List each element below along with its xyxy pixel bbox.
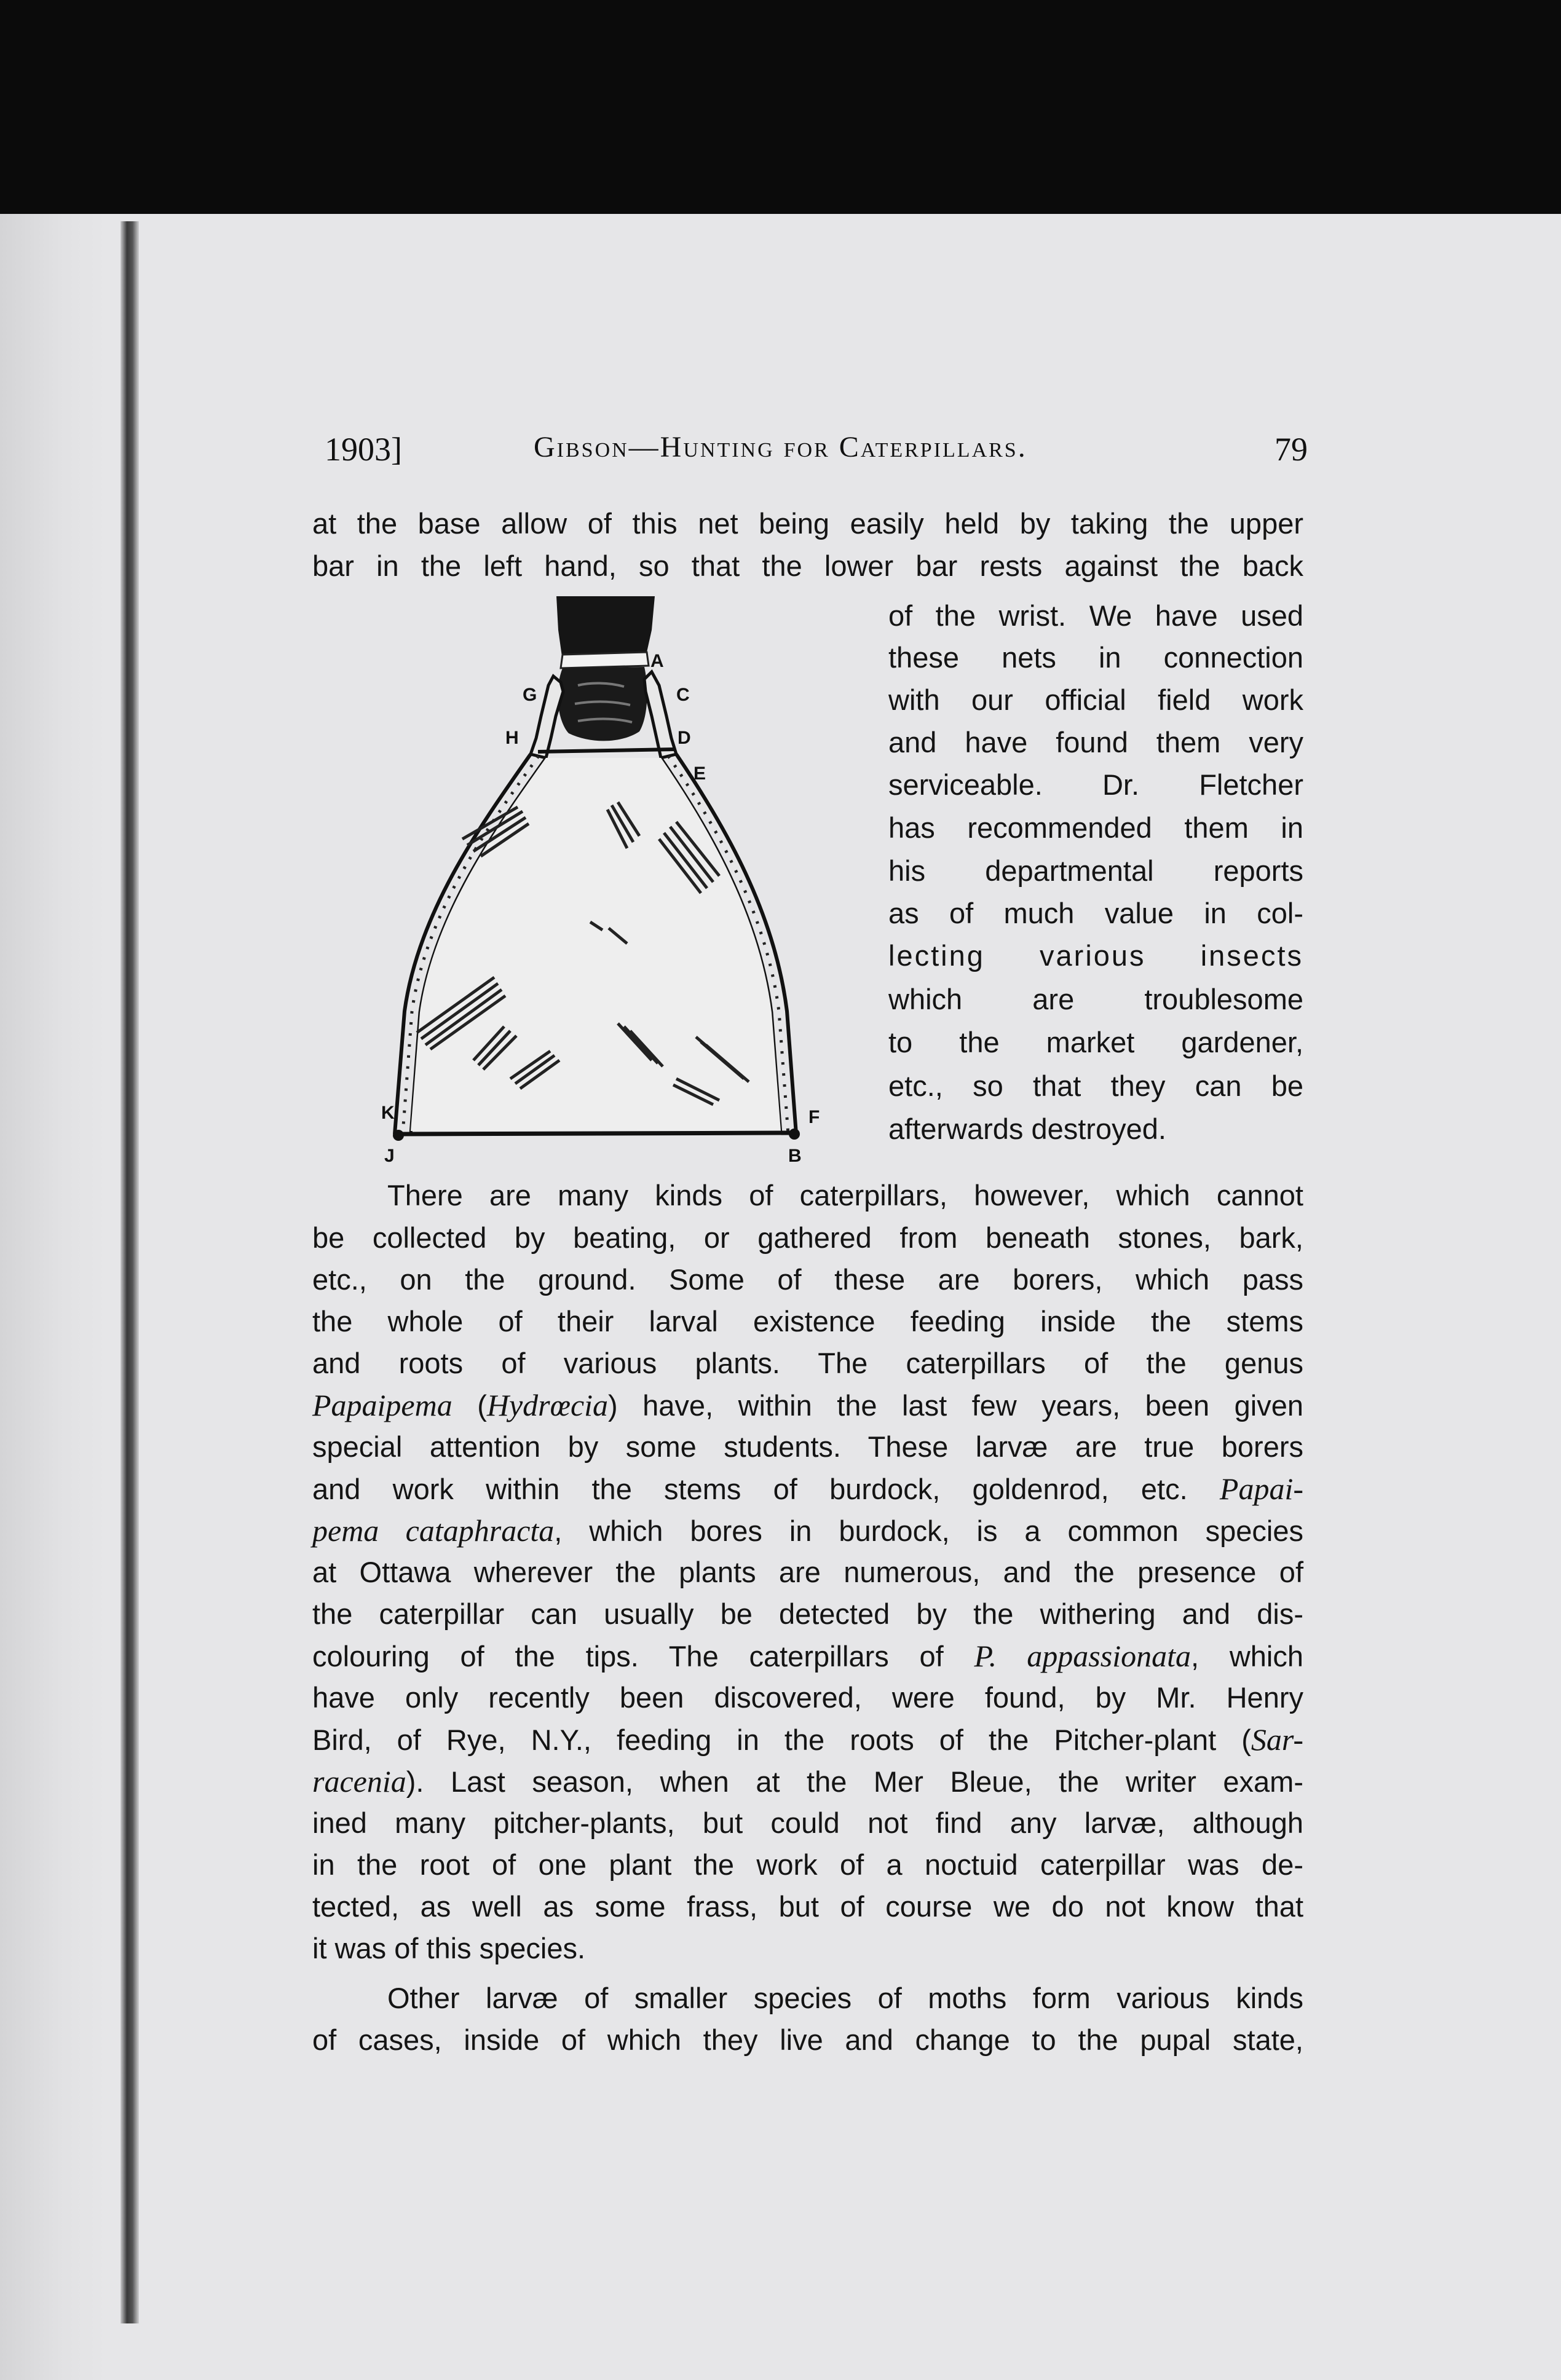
fist <box>558 667 647 741</box>
text-line: be collected by beating, or gathered from beneath stones, bark, <box>312 1221 1303 1254</box>
page-gutter-shadow <box>0 214 108 2380</box>
net-handle-right <box>644 672 676 758</box>
genus-name: racenia <box>312 1764 406 1799</box>
genus-name: Papaipema <box>312 1388 452 1422</box>
text-line: Papaipema (Hydrœcia) have, within the last few years, been given <box>312 1388 1303 1422</box>
text-line: has recommended them in <box>888 811 1303 844</box>
text-line: etc., on the ground. Some of these are borers, which pass <box>312 1263 1303 1296</box>
text-line: these nets in connection <box>888 641 1303 674</box>
text-line: at the base allow of this net being easily held by taking the upper <box>312 507 1303 540</box>
text-line: lecting various insects <box>888 939 1303 972</box>
label-j: J <box>384 1146 395 1165</box>
upper-crossbar <box>538 749 675 752</box>
text-line: bar in the left hand, so that the lower bar rests against the back <box>312 550 1303 582</box>
text-line: of the wrist. We have used <box>888 599 1303 632</box>
lower-crossbar <box>400 1133 793 1134</box>
cuff-band <box>561 652 649 668</box>
text-line: and work within the stems of burdock, goldenrod, etc. Papai- <box>312 1472 1303 1506</box>
header-year: 1903] <box>325 431 402 468</box>
text-line: ined many pitcher-plants, but could not find any larvæ, although <box>312 1807 1303 1839</box>
text-line: at Ottawa wherever the plants are numerous, and the presence of <box>312 1556 1303 1588</box>
text-line: with our official field work <box>888 684 1303 716</box>
label-d: D <box>678 728 691 748</box>
page-number: 79 <box>1274 431 1308 468</box>
text-line: which are troublesome <box>888 983 1303 1015</box>
label-h: H <box>505 728 519 748</box>
text-line: racenia). Last season, when at the Mer Bleue, the writer exam- <box>312 1764 1303 1799</box>
text-line: serviceable. Dr. Fletcher <box>888 768 1303 801</box>
text-line: There are many kinds of caterpillars, however, which cannot <box>387 1179 1303 1212</box>
beating-net-figure <box>320 593 873 1165</box>
text-line: Other larvæ of smaller species of moths form various kinds <box>387 1982 1303 2014</box>
text-line: and have found them very <box>888 726 1303 759</box>
text-line: tected, as well as some frass, but of course we do not know that <box>312 1890 1303 1923</box>
label-e: E <box>694 763 706 784</box>
text-line: afterwards destroyed. <box>888 1113 1166 1145</box>
lower-bar-end-right <box>789 1129 800 1140</box>
label-k: K <box>381 1103 395 1123</box>
lower-bar-end-left <box>393 1130 404 1141</box>
text-line: have only recently been discovered, were found, by Mr. Henry <box>312 1681 1303 1714</box>
text-line: colouring of the tips. The caterpillars of P. appassionata, which <box>312 1639 1303 1673</box>
species-name: pema cataphracta <box>312 1513 555 1548</box>
text-line: the caterpillar can usually be detected by the withering and dis- <box>312 1598 1303 1630</box>
label-b: B <box>788 1146 802 1165</box>
text-line: special attention by some students. These larvæ are true borers <box>312 1430 1303 1463</box>
label-g: G <box>523 685 537 705</box>
text-line: his departmental reports <box>888 854 1303 887</box>
book-binding-edge <box>121 221 139 2323</box>
text-line: it was of this species. <box>312 1932 586 1964</box>
text-line: in the root of one plant the work of a noctuid caterpillar was de- <box>312 1848 1303 1881</box>
genus-name: Sar- <box>1251 1722 1303 1757</box>
text-line: to the market gardener, <box>888 1026 1303 1058</box>
genus-synonym: Hydrœcia <box>486 1388 609 1422</box>
net-cloth <box>411 758 781 1131</box>
text-line: the whole of their larval existence feeding inside the stems <box>312 1305 1303 1338</box>
text-line: and roots of various plants. The caterpillars of the genus <box>312 1347 1303 1379</box>
text-line: pema cataphracta, which bores in burdock, is a common species <box>312 1513 1303 1548</box>
label-f: F <box>808 1107 820 1127</box>
species-name: P. appassionata <box>974 1639 1191 1673</box>
text-line: Bird, of Rye, N.Y., feeding in the roots of the Pitcher-plant (Sar- <box>312 1722 1303 1757</box>
label-c: C <box>676 685 690 705</box>
species-name: Papai- <box>1219 1472 1303 1506</box>
running-title: Gibson—Hunting for Caterpillars. <box>534 431 1027 463</box>
text-line: as of much value in col- <box>888 897 1303 929</box>
text-line: etc., so that they can be <box>888 1070 1303 1102</box>
label-a: A <box>650 651 664 671</box>
text-line: of cases, inside of which they live and change to the pupal state, <box>312 2023 1303 2056</box>
sleeve-cuff <box>556 596 655 661</box>
